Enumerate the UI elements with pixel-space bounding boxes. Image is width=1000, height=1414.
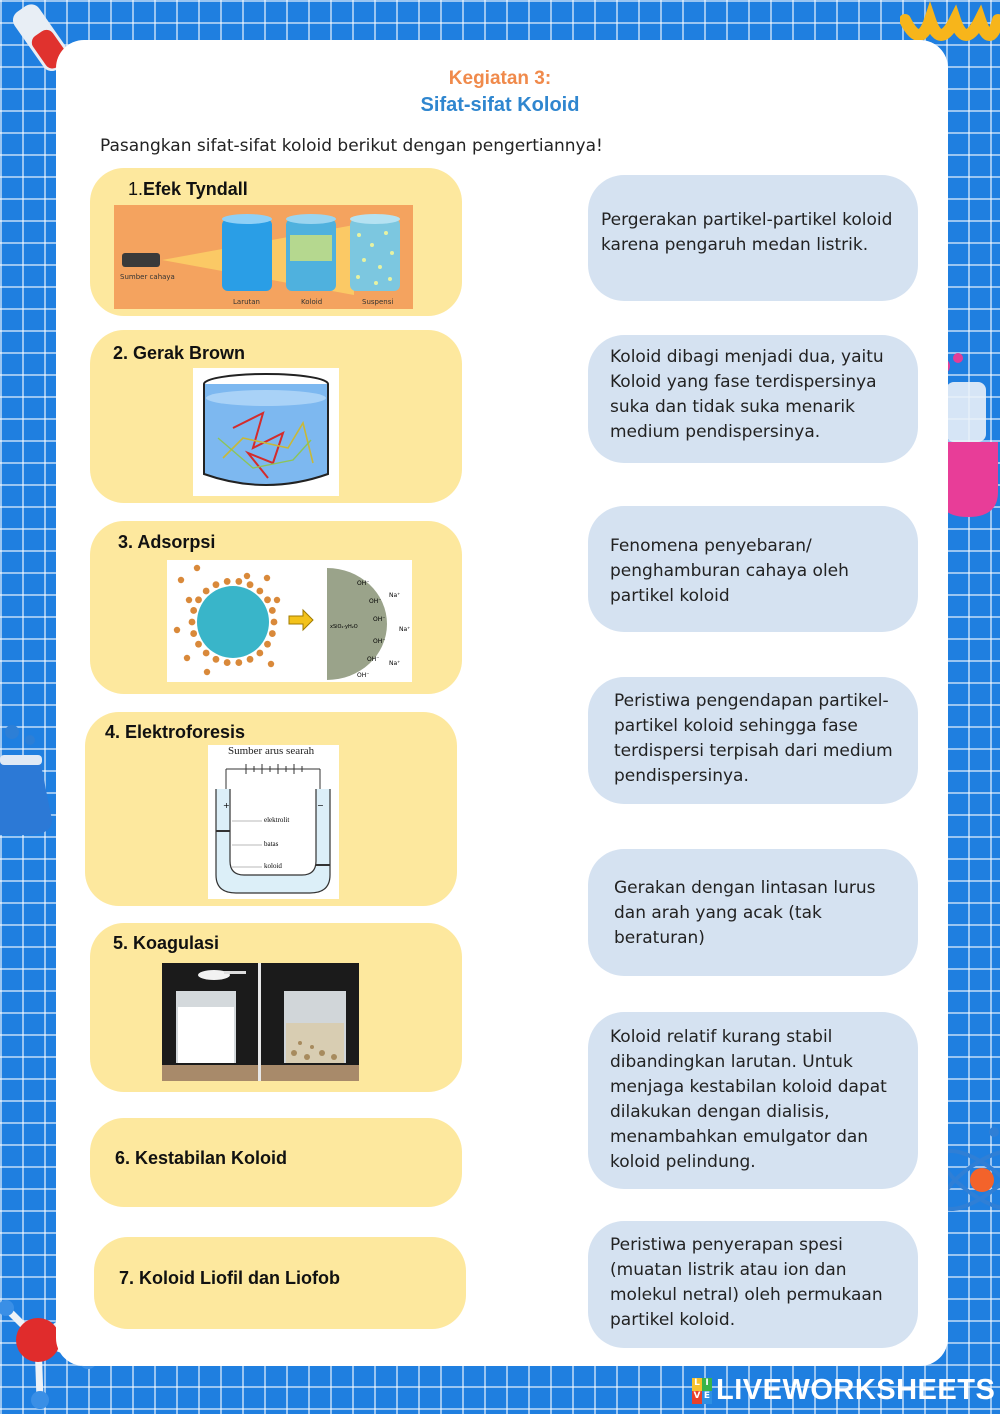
adsorbed-particle bbox=[256, 650, 263, 657]
brownian-motion-image bbox=[193, 368, 339, 496]
adsorbed-particle bbox=[269, 607, 276, 614]
ion-label-hydroxide: OH⁻ bbox=[357, 672, 370, 679]
term-card-koagulasi[interactable] bbox=[90, 923, 462, 1092]
free-particle bbox=[204, 669, 210, 675]
ion-label-hydroxide: OH⁻ bbox=[367, 656, 380, 663]
definition-text: Gerakan dengan lintasan lurus dan arah yang acak (tak beraturan) bbox=[614, 878, 876, 948]
adsorbed-particle bbox=[224, 659, 231, 666]
term-label: 4. Elektroforesis bbox=[105, 722, 246, 742]
liveworksheets-logo-icon: L I V E bbox=[692, 1378, 712, 1404]
ion-label-hydroxide: OH⁻ bbox=[373, 638, 386, 645]
electrophoresis-image bbox=[208, 745, 339, 899]
anode-sign: + bbox=[223, 801, 230, 810]
adsorbed-particle bbox=[235, 659, 242, 666]
instruction-text: Pasangkan sifat-sifat koloid berikut dengan pengertiannya! bbox=[100, 136, 603, 156]
definition-text: Fenomena penyebaran/ penghamburan cahaya oleh partikel koloid bbox=[610, 536, 849, 606]
term-card-adsorpsi[interactable] bbox=[90, 521, 462, 694]
definition-text: Koloid dibagi menjadi dua, yaitu Koloid yang fase terdispersinya suka dan tidak suka menarik medium pendispersinya. bbox=[610, 347, 884, 442]
free-particle bbox=[194, 565, 200, 571]
definition-card-5[interactable] bbox=[588, 849, 918, 976]
colloid-formula-label: xSiO₂·yH₂O bbox=[330, 624, 358, 630]
free-particle bbox=[184, 655, 190, 661]
adsorbed-particle bbox=[235, 578, 242, 585]
term-label: 5. Koagulasi bbox=[113, 933, 220, 953]
adsorbed-particle bbox=[190, 630, 197, 637]
ion-label-hydroxide: OH⁻ bbox=[373, 616, 386, 623]
adsorbed-particle bbox=[195, 596, 202, 603]
adsorbed-particle bbox=[190, 607, 197, 614]
cathode-sign: − bbox=[317, 801, 324, 810]
term-card-koloid-liofil-liofob[interactable] bbox=[94, 1237, 466, 1329]
tyndall-effect-image bbox=[114, 205, 413, 309]
colloid-label: koloid bbox=[264, 862, 282, 870]
definition-card-6[interactable] bbox=[588, 1012, 918, 1189]
definition-card-3[interactable] bbox=[588, 506, 918, 632]
term-card-efek-tyndall[interactable] bbox=[90, 168, 462, 316]
liveworksheets-brand[interactable]: LIVEWORKSHEETS bbox=[716, 1374, 996, 1406]
adsorbed-particle bbox=[189, 619, 196, 626]
adsorbed-particle bbox=[247, 581, 254, 588]
tyndall-label-source: Sumber cahaya bbox=[120, 273, 175, 281]
adsorbed-particle bbox=[213, 656, 220, 663]
definition-text: Peristiwa pengendapan partikel- partikel koloid sehingga fase terdispersi terpisah dari medium pendispersinya. bbox=[614, 691, 893, 786]
ion-label-sodium: Na⁺ bbox=[399, 626, 411, 633]
adsorbed-particle bbox=[224, 578, 231, 585]
term-card-elektroforesis[interactable] bbox=[85, 712, 457, 906]
definition-text: Pergerakan partikel-partikel koloid karena pengaruh medan listrik. bbox=[601, 210, 893, 255]
term-label: 6. Kestabilan Koloid bbox=[115, 1148, 288, 1168]
definition-card-7[interactable] bbox=[588, 1221, 918, 1348]
adsorbed-particle bbox=[264, 641, 271, 648]
tyndall-label-solution: Larutan bbox=[233, 298, 260, 306]
ion-label-sodium: Na⁺ bbox=[389, 592, 401, 599]
activity-number: Kegiatan 3: bbox=[448, 68, 552, 89]
term-label bbox=[128, 179, 248, 200]
definition-card-1[interactable] bbox=[588, 175, 918, 301]
adsorbed-particle bbox=[213, 581, 220, 588]
coagulation-image bbox=[162, 963, 359, 1081]
free-particle bbox=[264, 575, 270, 581]
tyndall-label-colloid: Koloid bbox=[301, 298, 323, 306]
free-particle bbox=[178, 577, 184, 583]
definition-text: Koloid relatif kurang stabil dibandingkan larutan. Untuk menjaga kestabilan koloid dapat dilakukan dengan dialisis, menambahkan emulgator dan koloid pelindung. bbox=[610, 1027, 887, 1172]
term-card-kestabilan-koloid[interactable] bbox=[90, 1118, 462, 1207]
definition-card-4[interactable] bbox=[588, 677, 918, 804]
adsorbed-particle bbox=[269, 630, 276, 637]
term-card-gerak-brown[interactable] bbox=[90, 330, 462, 503]
term-label: 3. Adsorpsi bbox=[118, 532, 216, 552]
free-particle bbox=[268, 661, 274, 667]
adsorbed-particle bbox=[271, 619, 278, 626]
power-source-label: Sumber arus searah bbox=[228, 745, 315, 757]
adsorbed-particle bbox=[256, 588, 263, 595]
adsorbed-particle bbox=[264, 596, 271, 603]
term-label: 2. Gerak Brown bbox=[113, 343, 246, 363]
adsorption-image bbox=[167, 560, 412, 682]
ion-label-hydroxide: OH⁻ bbox=[357, 580, 370, 587]
term-number: 1. bbox=[128, 179, 144, 199]
free-particle bbox=[274, 597, 280, 603]
ion-label-hydroxide: OH⁻ bbox=[369, 598, 382, 605]
definition-text: Peristiwa penyerapan spesi (muatan listrik atau ion dan molekul netral) oleh permukaan partikel koloid. bbox=[610, 1235, 883, 1330]
boundary-label: batas bbox=[264, 840, 279, 848]
term-title: Efek Tyndall bbox=[143, 179, 248, 199]
page-title: Sifat-sifat Koloid bbox=[420, 94, 580, 116]
adsorbed-particle bbox=[195, 641, 202, 648]
definition-card-2[interactable] bbox=[588, 335, 918, 463]
free-particle bbox=[244, 573, 250, 579]
free-particle bbox=[186, 597, 192, 603]
term-label: 7. Koloid Liofil dan Liofob bbox=[119, 1268, 340, 1288]
free-particle bbox=[174, 627, 180, 633]
electrolyte-label: elektrolit bbox=[264, 816, 290, 824]
blue-flask-decoration-icon bbox=[0, 720, 60, 840]
tyndall-label-suspension: Suspensi bbox=[362, 298, 394, 306]
adsorbed-particle bbox=[203, 650, 210, 657]
adsorbed-particle bbox=[247, 656, 254, 663]
adsorbed-particle bbox=[203, 588, 210, 595]
ion-label-sodium: Na⁺ bbox=[389, 660, 401, 667]
